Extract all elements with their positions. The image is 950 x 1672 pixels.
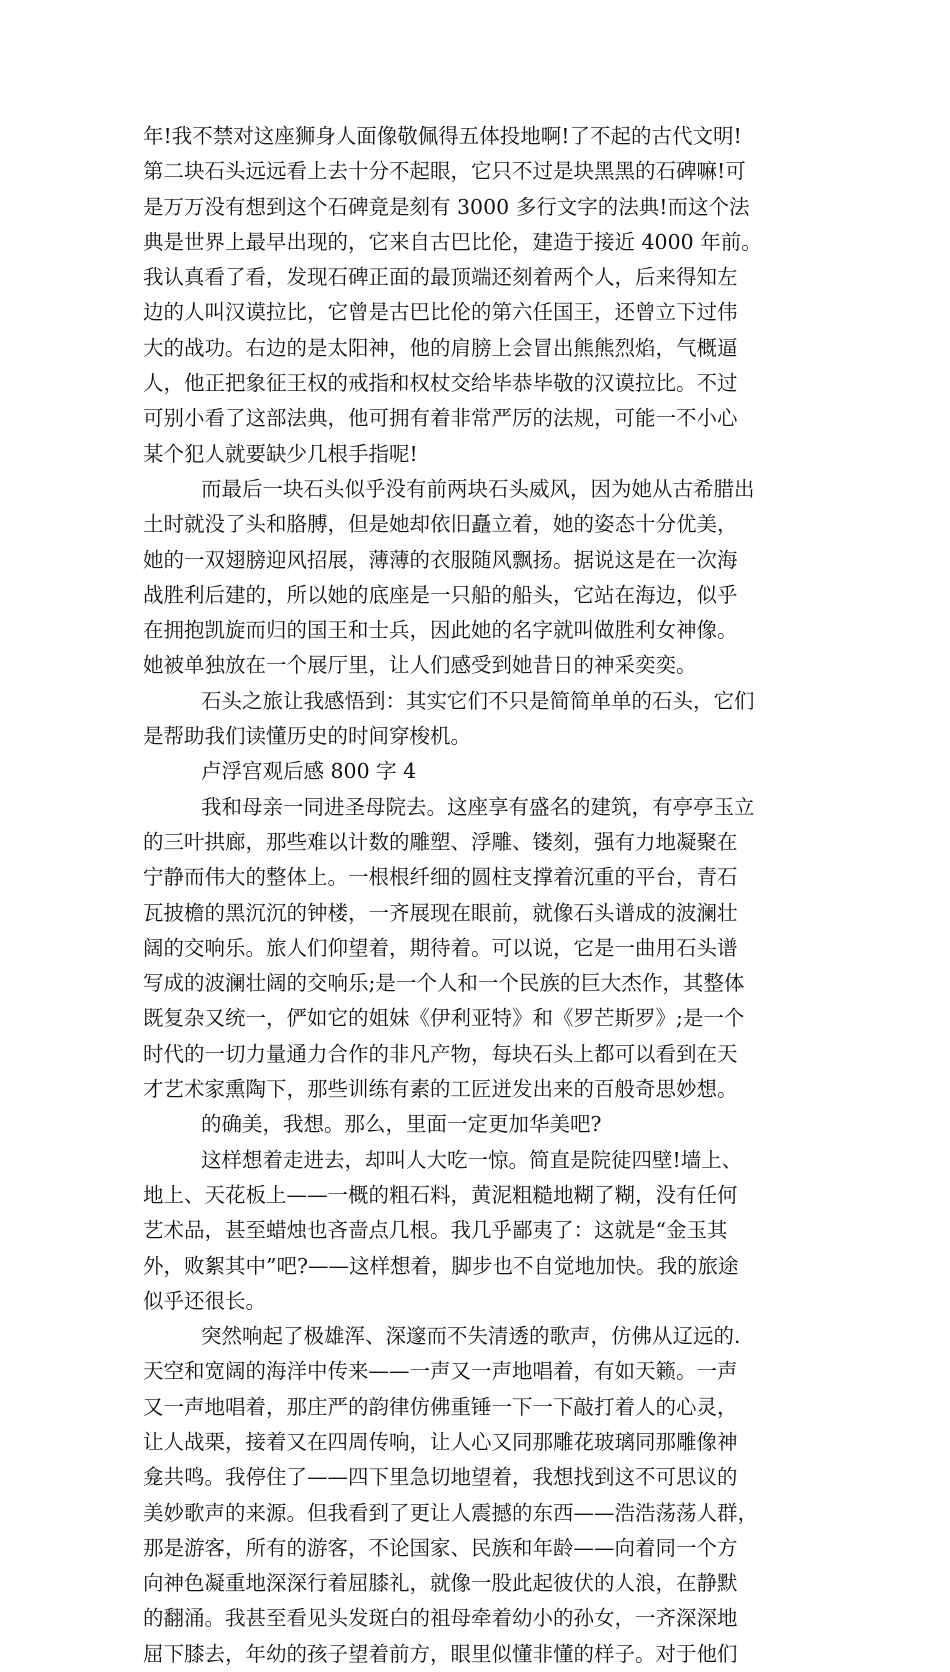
text-line: 瓦披檐的黑沉沉的钟楼，一齐展现在眼前，就像石头谱成的波澜壮 (143, 900, 738, 925)
text-line: 屈下膝去，年幼的孩子望着前方，眼里似懂非懂的样子。对于他们 (143, 1641, 738, 1666)
text-line: 突然响起了极雄浑、深邃而不失清透的歌声，仿佛从辽远的. (201, 1324, 741, 1349)
text-line: 阔的交响乐。旅人们仰望着，期待着。可以说，它是一曲用石头谱 (143, 935, 738, 960)
text-line: 我认真看了看，发现石碑正面的最顶端还刻着两个人，后来得知左 (143, 265, 738, 290)
text-line: 美妙歌声的来源。但我看到了更让人震撼的东西——浩浩荡荡人群， (143, 1500, 758, 1525)
text-line: 写成的波澜壮阔的交响乐;是一个人和一个民族的巨大杰作，其整体 (143, 971, 745, 996)
text-line: 又一声地唱着，那庄严的韵律仿佛重锤一下一下敲打着人的心灵， (143, 1394, 738, 1419)
text-line: 似乎还很长。 (143, 1288, 266, 1313)
text-line: 典是世界上最早出现的，它来自古巴比伦，建造于接近 4000 年前。 (143, 229, 762, 254)
text-line: 的三叶拱廊，那些难以计数的雕塑、浮雕、镂刻，强有力地凝聚在 (143, 829, 738, 854)
text-line: 是万万没有想到这个石碑竟是刻有 3000 多行文字的法典!而这个法 (143, 194, 750, 219)
text-line: 向神色凝重地深深行着屈膝礼，就像一股此起彼伏的人浪，在静默 (143, 1571, 738, 1596)
text-line: 她的一双翅膀迎风招展，薄薄的衣服随风飘扬。据说这是在一次海 (143, 547, 738, 572)
text-line: 她被单独放在一个展厅里，让人们感受到她昔日的神采奕奕。 (143, 653, 697, 678)
paragraph (143, 1319, 829, 1672)
text-line: 第二块石头远远看上去十分不起眼，它只不过是块黑黑的石碑嘛!可 (143, 159, 746, 184)
text-line: 而最后一块石头似乎没有前两块石头威风，因为她从古希腊出 (201, 476, 755, 501)
text-line: 是帮助我们读懂历史的时间穿梭机。 (143, 724, 471, 749)
text-line: 我和母亲一同进圣母院去。这座享有盛名的建筑，有亭亭玉立 (201, 794, 755, 819)
text-line: 龛共鸣。我停住了——四下里急切地望着，我想找到这不可思议的 (143, 1465, 738, 1490)
text-line: 艺术品，甚至蜡烛也吝啬点几根。我几乎鄙夷了：这就是“金玉其 (143, 1218, 728, 1243)
text-line: 让人战栗，接着又在四周传响，让人心又同那雕花玻璃同那雕像神 (143, 1429, 738, 1454)
text-line: 的确美，我想。那么，里面一定更加华美吧? (201, 1112, 602, 1137)
text-line: 的翻涌。我甚至看见头发斑白的祖母牵着幼小的孙女，一齐深深地 (143, 1606, 738, 1631)
text-line: 时代的一切力量通力合作的非凡产物，每块石头上都可以看到在天 (143, 1041, 738, 1066)
text-line: 大的战功。右边的是太阳神，他的肩膀上会冒出熊熊烈焰，气概逼 (143, 335, 738, 360)
text-line: 既复杂又统一，俨如它的姐妹《伊利亚特》和《罗芒斯罗》;是一个 (143, 1006, 745, 1031)
paragraph (143, 119, 829, 472)
text-line: 战胜利后建的，所以她的底座是一只船的船头，它站在海边，似乎 (143, 582, 738, 607)
text-line: 石头之旅让我感悟到：其实它们不只是简简单单的石头，它们 (201, 688, 755, 713)
text-line: 天空和宽阔的海洋中传来——一声又一声地唱着，有如天籁。一声 (143, 1359, 738, 1384)
text-line: 土时就没了头和胳膊，但是她却依旧矗立着，她的姿态十分优美， (143, 512, 738, 537)
document-page (143, 119, 829, 1672)
text-line: 这样想着走进去，却叫人大吃一惊。简直是院徒四壁!墙上、 (201, 1147, 743, 1172)
text-line: 那是游客，所有的游客，不论国家、民族和年龄——向着同一个方 (143, 1535, 738, 1560)
paragraph (143, 790, 829, 1108)
text-line: 地上、天花板上——一概的粗石料，黄泥粗糙地糊了糊，没有任何 (143, 1182, 738, 1207)
section-title (143, 754, 829, 789)
text-line: 某个犯人就要缺少几根手指呢! (143, 441, 418, 466)
paragraph (143, 1143, 829, 1319)
paragraph (143, 472, 829, 684)
text-line: 卢浮宫观后感 800 字 4 (201, 759, 417, 784)
text-line: 人，他正把象征王权的戒指和权杖交给毕恭毕敬的汉谟拉比。不过 (143, 371, 738, 396)
text-line: 可别小看了这部法典，他可拥有着非常严厉的法规，可能一不小心 (143, 406, 738, 431)
text-line: 外，败絮其中”吧?——这样想着，脚步也不自觉地加快。我的旅途 (143, 1253, 739, 1278)
text-line: 边的人叫汉谟拉比，它曾是古巴比伦的第六任国王，还曾立下过伟 (143, 300, 738, 325)
text-line: 宁静而伟大的整体上。一根根纤细的圆柱支撑着沉重的平台，青石 (143, 865, 738, 890)
paragraph (143, 1107, 829, 1142)
text-line: 才艺术家熏陶下，那些训练有素的工匠迸发出来的百般奇思妙想。 (143, 1077, 738, 1102)
text-line: 在拥抱凯旋而归的国王和士兵，因此她的名字就叫做胜利女神像。 (143, 618, 738, 643)
text-line: 年!我不禁对这座狮身人面像敬佩得五体投地啊!了不起的古代文明! (143, 124, 742, 148)
paragraph (143, 684, 829, 755)
